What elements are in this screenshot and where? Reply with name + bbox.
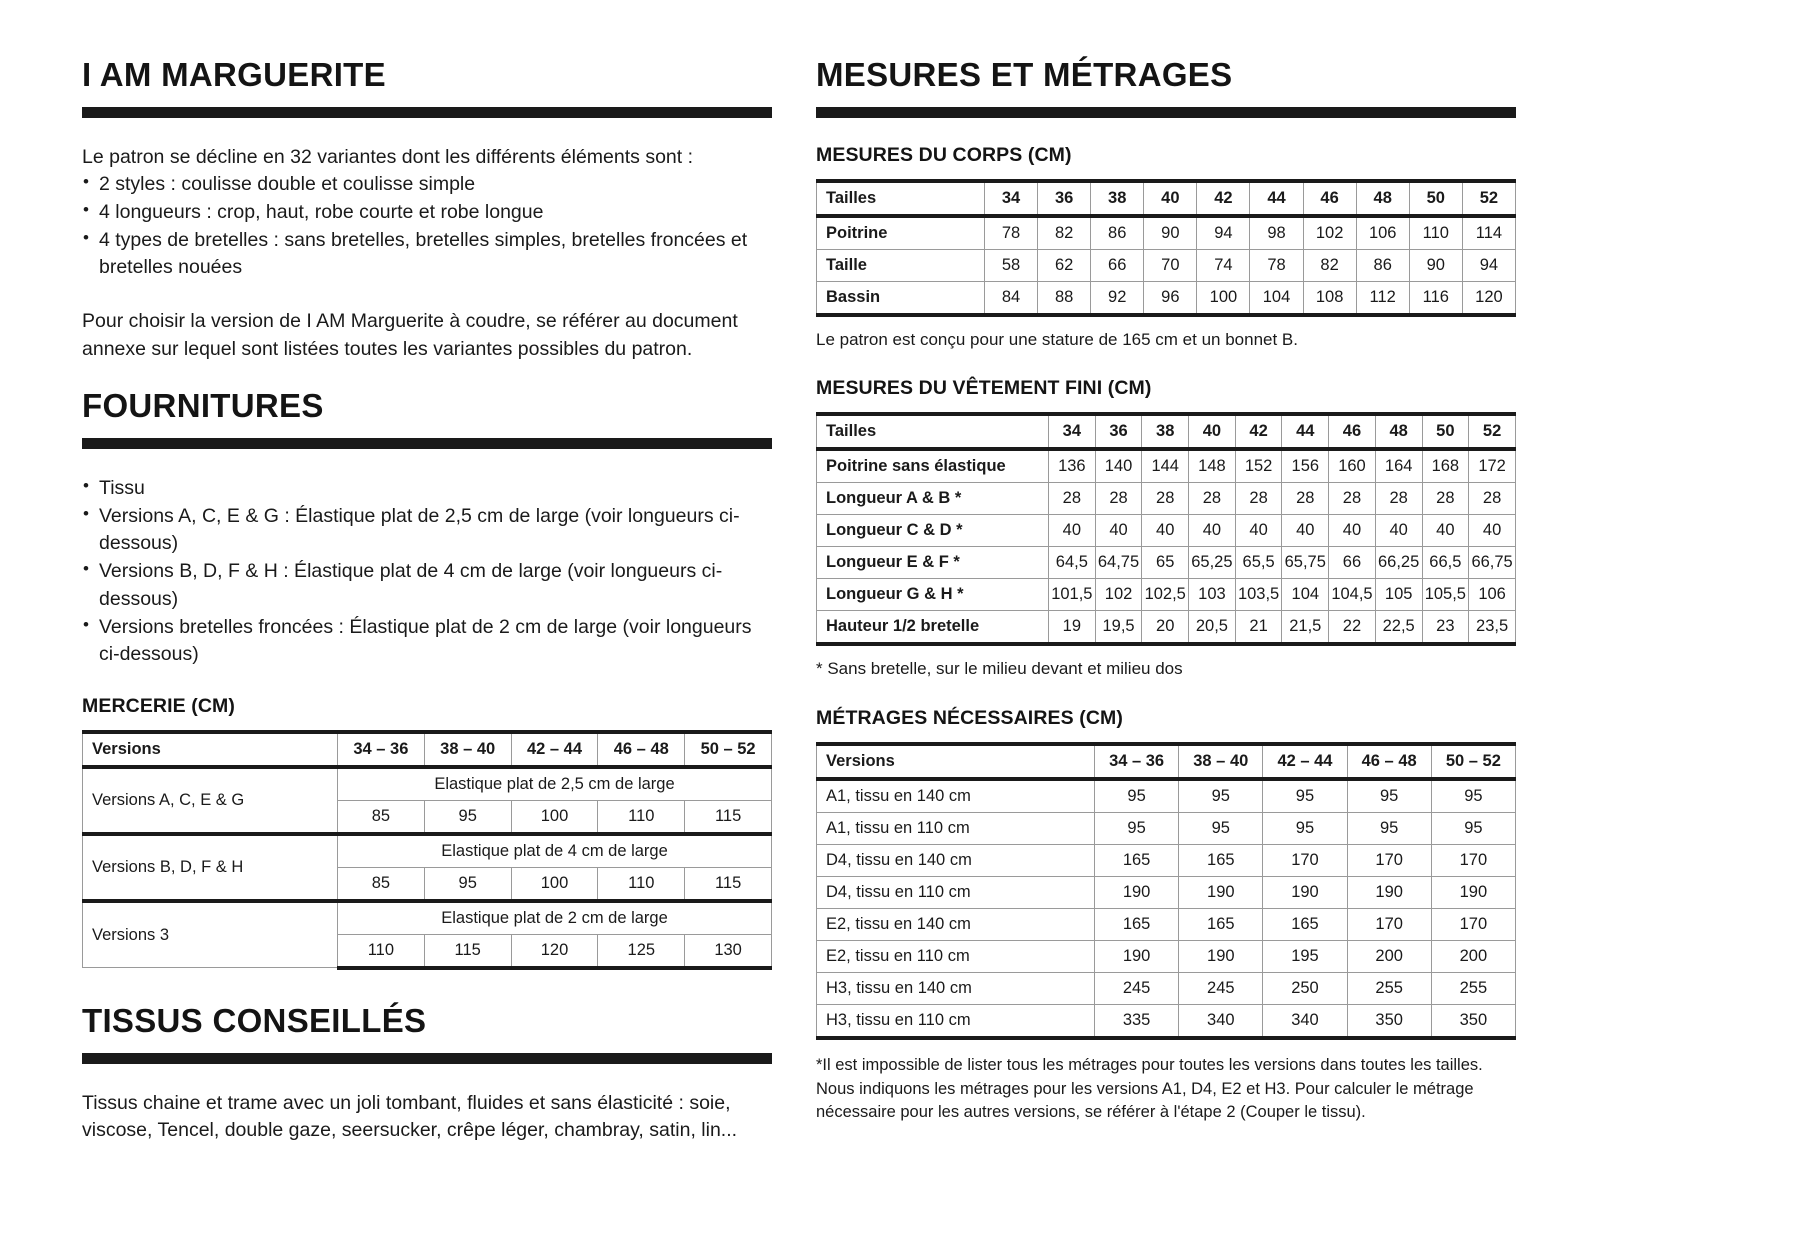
cell: 98 bbox=[1250, 216, 1303, 250]
right-column bbox=[816, 58, 1516, 1260]
table-row bbox=[83, 767, 772, 801]
row-label: H3, tissu en 110 cm bbox=[817, 1005, 1095, 1039]
cell: 95 bbox=[1347, 779, 1431, 813]
row-label: Versions A, C, E & G bbox=[83, 767, 338, 834]
row-label: Hauteur 1/2 bretelle bbox=[817, 611, 1049, 645]
col-header: 50 – 52 bbox=[685, 732, 772, 767]
cell: 28 bbox=[1329, 483, 1376, 515]
col-header: 44 bbox=[1250, 181, 1303, 216]
col-header: Tailles bbox=[817, 181, 985, 216]
cell: 170 bbox=[1431, 845, 1515, 877]
yardage-title: MÉTRAGES NÉCESSAIRES (CM) bbox=[816, 707, 1123, 730]
cell: 110 bbox=[598, 800, 685, 834]
cell: 140 bbox=[1095, 449, 1142, 483]
table-row bbox=[817, 449, 1516, 483]
cell: 170 bbox=[1347, 909, 1431, 941]
cell: 110 bbox=[598, 867, 685, 901]
row-label: E2, tissu en 140 cm bbox=[817, 909, 1095, 941]
cell: 172 bbox=[1469, 449, 1516, 483]
cell: 66,5 bbox=[1422, 547, 1469, 579]
cell: 28 bbox=[1095, 483, 1142, 515]
table-row bbox=[817, 779, 1516, 813]
cell: 114 bbox=[1462, 216, 1515, 250]
cell: 28 bbox=[1282, 483, 1329, 515]
col-header: 38 bbox=[1091, 181, 1144, 216]
finished-measures-table bbox=[816, 412, 1516, 646]
body-measures-table bbox=[816, 179, 1516, 317]
finished-measures-note: * Sans bretelle, sur le milieu devant et milieu dos bbox=[816, 659, 1183, 679]
cell: 340 bbox=[1263, 1005, 1347, 1039]
cell: 86 bbox=[1356, 249, 1409, 281]
row-label: Bassin bbox=[817, 281, 985, 315]
col-header: 48 bbox=[1356, 181, 1409, 216]
cell: 65 bbox=[1142, 547, 1189, 579]
cell: 95 bbox=[1095, 813, 1179, 845]
col-header: 50 bbox=[1422, 414, 1469, 449]
cell: 92 bbox=[1091, 281, 1144, 315]
cell: 40 bbox=[1422, 515, 1469, 547]
cell: 200 bbox=[1431, 941, 1515, 973]
col-header: 34 bbox=[985, 181, 1038, 216]
cell: 95 bbox=[1263, 813, 1347, 845]
cell: 102 bbox=[1095, 579, 1142, 611]
cell: 340 bbox=[1179, 1005, 1263, 1039]
cell: 165 bbox=[1095, 845, 1179, 877]
yardage-table bbox=[816, 742, 1516, 1040]
cell: 106 bbox=[1356, 216, 1409, 250]
cell: 190 bbox=[1179, 877, 1263, 909]
table-row bbox=[817, 813, 1516, 845]
cell: 165 bbox=[1263, 909, 1347, 941]
tissus-title: TISSUS CONSEILLÉS bbox=[82, 1001, 427, 1039]
col-header: 46 – 48 bbox=[1347, 744, 1431, 779]
table-row bbox=[817, 973, 1516, 1005]
cell: 95 bbox=[1431, 779, 1515, 813]
cell: 78 bbox=[985, 216, 1038, 250]
row-label: D4, tissu en 140 cm bbox=[817, 845, 1095, 877]
cell: 40 bbox=[1469, 515, 1516, 547]
cell: 350 bbox=[1347, 1005, 1431, 1039]
cell: 20,5 bbox=[1189, 611, 1236, 645]
table-row bbox=[83, 834, 772, 868]
row-label: Poitrine bbox=[817, 216, 985, 250]
cell: 28 bbox=[1142, 483, 1189, 515]
cell: 19,5 bbox=[1095, 611, 1142, 645]
cell: 62 bbox=[1038, 249, 1091, 281]
cell: 105,5 bbox=[1422, 579, 1469, 611]
cell: 190 bbox=[1263, 877, 1347, 909]
yardage-footnote: *Il est impossible de lister tous les métrages pour toutes les versions dans toutes les tailles. Nous indiquons les métrages pour les versions A1, D4, E2 et H3. Pour calculer le métrage nécessaire pour les autres versions, se référer à l'étape 2 (Couper le tissu). bbox=[816, 1056, 1483, 1122]
title-rule bbox=[82, 107, 772, 118]
col-header: 38 – 40 bbox=[1179, 744, 1263, 779]
list-item: • Tissu bbox=[82, 475, 772, 503]
table-row bbox=[817, 281, 1516, 315]
cell: 350 bbox=[1431, 1005, 1515, 1039]
cell: 21,5 bbox=[1282, 611, 1329, 645]
cell: 58 bbox=[985, 249, 1038, 281]
cell: 100 bbox=[1197, 281, 1250, 315]
cell: 88 bbox=[1038, 281, 1091, 315]
col-header: 40 bbox=[1144, 181, 1197, 216]
cell: 190 bbox=[1431, 877, 1515, 909]
intro-bullet-list bbox=[82, 171, 772, 282]
table-row bbox=[817, 909, 1516, 941]
cell: 165 bbox=[1179, 909, 1263, 941]
cell: 22,5 bbox=[1375, 611, 1422, 645]
col-header: 50 – 52 bbox=[1431, 744, 1515, 779]
cell: 40 bbox=[1235, 515, 1282, 547]
cell: 112 bbox=[1356, 281, 1409, 315]
col-header: 48 bbox=[1375, 414, 1422, 449]
row-label: Poitrine sans élastique bbox=[817, 449, 1049, 483]
cell: 28 bbox=[1049, 483, 1096, 515]
cell: 66,75 bbox=[1469, 547, 1516, 579]
table-row bbox=[83, 901, 772, 935]
cell: 104,5 bbox=[1329, 579, 1376, 611]
cell: 335 bbox=[1095, 1005, 1179, 1039]
cell: 95 bbox=[1347, 813, 1431, 845]
col-header: 36 bbox=[1038, 181, 1091, 216]
cell: 164 bbox=[1375, 449, 1422, 483]
cell: 95 bbox=[424, 800, 511, 834]
fournitures-bullet-list bbox=[82, 475, 772, 669]
row-label: Longueur C & D * bbox=[817, 515, 1049, 547]
cell: 170 bbox=[1431, 909, 1515, 941]
list-item: • Versions A, C, E & G : Élastique plat de 2,5 cm de large (voir longueurs ci-dessous) bbox=[82, 503, 772, 558]
cell: 95 bbox=[1179, 779, 1263, 813]
measures-rule bbox=[816, 107, 1516, 118]
cell: 23 bbox=[1422, 611, 1469, 645]
cell: 165 bbox=[1179, 845, 1263, 877]
cell: 40 bbox=[1142, 515, 1189, 547]
cell: 115 bbox=[685, 867, 772, 901]
cell: 66,25 bbox=[1375, 547, 1422, 579]
cell: 96 bbox=[1144, 281, 1197, 315]
measures-title: MESURES ET MÉTRAGES bbox=[816, 56, 1233, 93]
cell: 65,25 bbox=[1189, 547, 1236, 579]
finished-measures-title: MESURES DU VÊTEMENT FINI (CM) bbox=[816, 377, 1152, 400]
col-header: 42 bbox=[1197, 181, 1250, 216]
cell: 104 bbox=[1282, 579, 1329, 611]
cell: 84 bbox=[985, 281, 1038, 315]
col-header: 38 – 40 bbox=[424, 732, 511, 767]
cell: 152 bbox=[1235, 449, 1282, 483]
cell: 82 bbox=[1038, 216, 1091, 250]
cell: 94 bbox=[1197, 216, 1250, 250]
cell: 116 bbox=[1409, 281, 1462, 315]
cell: 120 bbox=[1462, 281, 1515, 315]
cell: 110 bbox=[338, 934, 425, 968]
cell: 23,5 bbox=[1469, 611, 1516, 645]
cell: 28 bbox=[1235, 483, 1282, 515]
table-row bbox=[817, 547, 1516, 579]
col-header: 40 bbox=[1189, 414, 1236, 449]
row-label: Longueur A & B * bbox=[817, 483, 1049, 515]
mercerie-title: MERCERIE (CM) bbox=[82, 694, 235, 717]
cell: 95 bbox=[424, 867, 511, 901]
cell: 160 bbox=[1329, 449, 1376, 483]
cell: 40 bbox=[1329, 515, 1376, 547]
col-header: 42 bbox=[1235, 414, 1282, 449]
list-item: • Versions bretelles froncées : Élastique plat de 2 cm de large (voir longueurs ci-dessous) bbox=[82, 614, 772, 669]
cell: 255 bbox=[1431, 973, 1515, 1005]
cell: 104 bbox=[1250, 281, 1303, 315]
table-row bbox=[817, 249, 1516, 281]
cell: 64,5 bbox=[1049, 547, 1096, 579]
cell: 28 bbox=[1422, 483, 1469, 515]
col-header: 46 bbox=[1329, 414, 1376, 449]
table-row bbox=[817, 1005, 1516, 1039]
cell: 130 bbox=[685, 934, 772, 968]
cell: 95 bbox=[1431, 813, 1515, 845]
cell: 195 bbox=[1263, 941, 1347, 973]
table-row bbox=[817, 845, 1516, 877]
cell: 70 bbox=[1144, 249, 1197, 281]
table-header-row bbox=[83, 732, 772, 767]
col-header: 34 bbox=[1049, 414, 1096, 449]
col-header: 34 – 36 bbox=[1095, 744, 1179, 779]
cell: 148 bbox=[1189, 449, 1236, 483]
col-header: 42 – 44 bbox=[1263, 744, 1347, 779]
cell: 65,75 bbox=[1282, 547, 1329, 579]
page-title: I AM MARGUERITE bbox=[82, 56, 386, 93]
cell: 190 bbox=[1179, 941, 1263, 973]
col-header: Tailles bbox=[817, 414, 1049, 449]
table-row bbox=[817, 579, 1516, 611]
col-header: 42 – 44 bbox=[511, 732, 598, 767]
row-label: E2, tissu en 110 cm bbox=[817, 941, 1095, 973]
list-item: • 2 styles : coulisse double et coulisse simple bbox=[82, 171, 772, 199]
col-header: 46 – 48 bbox=[598, 732, 685, 767]
fournitures-rule bbox=[82, 438, 772, 449]
cell: 40 bbox=[1095, 515, 1142, 547]
table-row bbox=[817, 483, 1516, 515]
cell: 85 bbox=[338, 867, 425, 901]
table-row bbox=[817, 216, 1516, 250]
col-header: 50 bbox=[1409, 181, 1462, 216]
col-header: Versions bbox=[83, 732, 338, 767]
cell: 85 bbox=[338, 800, 425, 834]
cell: 95 bbox=[1095, 779, 1179, 813]
cell: 245 bbox=[1179, 973, 1263, 1005]
table-header-row bbox=[817, 181, 1516, 216]
cell: 90 bbox=[1409, 249, 1462, 281]
cell: 120 bbox=[511, 934, 598, 968]
body-measures-title: MESURES DU CORPS (CM) bbox=[816, 143, 1072, 166]
left-column bbox=[82, 58, 772, 1260]
cell: 95 bbox=[1263, 779, 1347, 813]
cell: 144 bbox=[1142, 449, 1189, 483]
cell: 165 bbox=[1095, 909, 1179, 941]
fournitures-title: FOURNITURES bbox=[82, 387, 324, 425]
cell: 250 bbox=[1263, 973, 1347, 1005]
cell: 90 bbox=[1144, 216, 1197, 250]
col-header: 52 bbox=[1469, 414, 1516, 449]
col-header: 44 bbox=[1282, 414, 1329, 449]
col-header: 36 bbox=[1095, 414, 1142, 449]
row-label: Longueur E & F * bbox=[817, 547, 1049, 579]
col-header: 34 – 36 bbox=[338, 732, 425, 767]
row-label: Versions 3 bbox=[83, 901, 338, 968]
list-item: • 4 types de bretelles : sans bretelles, bretelles simples, bretelles froncées et bretelles nouées bbox=[82, 227, 772, 282]
table-row bbox=[817, 515, 1516, 547]
cell: 103,5 bbox=[1235, 579, 1282, 611]
cell: 106 bbox=[1469, 579, 1516, 611]
intro-paragraph: Pour choisir la version de I AM Marguerite à coudre, se référer au document annexe sur lequel sont listées toutes les variantes possibles du patron. bbox=[82, 310, 738, 360]
tissus-text: Tissus chaine et trame avec un joli tombant, fluides et sans élasticité : soie, viscose, Tencel, double gaze, seersucker, crêpe léger, chambray, satin, lin... bbox=[82, 1091, 738, 1142]
cell: 102 bbox=[1303, 216, 1356, 250]
cell: 78 bbox=[1250, 249, 1303, 281]
elastic-spec: Elastique plat de 4 cm de large bbox=[338, 834, 772, 868]
table-row bbox=[817, 877, 1516, 909]
row-label: Taille bbox=[817, 249, 985, 281]
row-label: D4, tissu en 110 cm bbox=[817, 877, 1095, 909]
list-item: • 4 longueurs : crop, haut, robe courte et robe longue bbox=[82, 199, 772, 227]
cell: 19 bbox=[1049, 611, 1096, 645]
table-header-row bbox=[817, 414, 1516, 449]
cell: 115 bbox=[685, 800, 772, 834]
cell: 190 bbox=[1095, 877, 1179, 909]
cell: 103 bbox=[1189, 579, 1236, 611]
cell: 102,5 bbox=[1142, 579, 1189, 611]
cell: 86 bbox=[1091, 216, 1144, 250]
col-header: 46 bbox=[1303, 181, 1356, 216]
cell: 101,5 bbox=[1049, 579, 1096, 611]
cell: 40 bbox=[1049, 515, 1096, 547]
cell: 94 bbox=[1462, 249, 1515, 281]
cell: 190 bbox=[1095, 941, 1179, 973]
cell: 156 bbox=[1282, 449, 1329, 483]
cell: 66 bbox=[1329, 547, 1376, 579]
row-label: A1, tissu en 140 cm bbox=[817, 779, 1095, 813]
cell: 66 bbox=[1091, 249, 1144, 281]
cell: 40 bbox=[1189, 515, 1236, 547]
table-header-row bbox=[817, 744, 1516, 779]
cell: 40 bbox=[1282, 515, 1329, 547]
list-item: • Versions B, D, F & H : Élastique plat de 4 cm de large (voir longueurs ci-dessous) bbox=[82, 558, 772, 613]
cell: 40 bbox=[1375, 515, 1422, 547]
cell: 20 bbox=[1142, 611, 1189, 645]
col-header: Versions bbox=[817, 744, 1095, 779]
cell: 28 bbox=[1375, 483, 1422, 515]
cell: 64,75 bbox=[1095, 547, 1142, 579]
cell: 190 bbox=[1347, 877, 1431, 909]
cell: 108 bbox=[1303, 281, 1356, 315]
cell: 200 bbox=[1347, 941, 1431, 973]
cell: 28 bbox=[1469, 483, 1516, 515]
elastic-spec: Elastique plat de 2 cm de large bbox=[338, 901, 772, 935]
cell: 95 bbox=[1179, 813, 1263, 845]
row-label: Longueur G & H * bbox=[817, 579, 1049, 611]
table-row bbox=[817, 611, 1516, 645]
cell: 65,5 bbox=[1235, 547, 1282, 579]
row-label: A1, tissu en 110 cm bbox=[817, 813, 1095, 845]
row-label: H3, tissu en 140 cm bbox=[817, 973, 1095, 1005]
cell: 170 bbox=[1347, 845, 1431, 877]
col-header: 52 bbox=[1462, 181, 1515, 216]
intro-lead: Le patron se décline en 32 variantes dont les différents éléments sont : bbox=[82, 145, 694, 168]
cell: 28 bbox=[1189, 483, 1236, 515]
cell: 82 bbox=[1303, 249, 1356, 281]
cell: 105 bbox=[1375, 579, 1422, 611]
cell: 115 bbox=[424, 934, 511, 968]
elastic-spec: Elastique plat de 2,5 cm de large bbox=[338, 767, 772, 801]
col-header: 38 bbox=[1142, 414, 1189, 449]
cell: 125 bbox=[598, 934, 685, 968]
cell: 136 bbox=[1049, 449, 1096, 483]
cell: 110 bbox=[1409, 216, 1462, 250]
mercerie-table bbox=[82, 730, 772, 970]
cell: 100 bbox=[511, 867, 598, 901]
cell: 74 bbox=[1197, 249, 1250, 281]
cell: 100 bbox=[511, 800, 598, 834]
tissus-rule bbox=[82, 1053, 772, 1064]
body-measures-note: Le patron est conçu pour une stature de 165 cm et un bonnet B. bbox=[816, 329, 1298, 349]
cell: 170 bbox=[1263, 845, 1347, 877]
row-label: Versions B, D, F & H bbox=[83, 834, 338, 901]
cell: 168 bbox=[1422, 449, 1469, 483]
cell: 21 bbox=[1235, 611, 1282, 645]
cell: 245 bbox=[1095, 973, 1179, 1005]
cell: 255 bbox=[1347, 973, 1431, 1005]
table-row bbox=[817, 941, 1516, 973]
cell: 22 bbox=[1329, 611, 1376, 645]
